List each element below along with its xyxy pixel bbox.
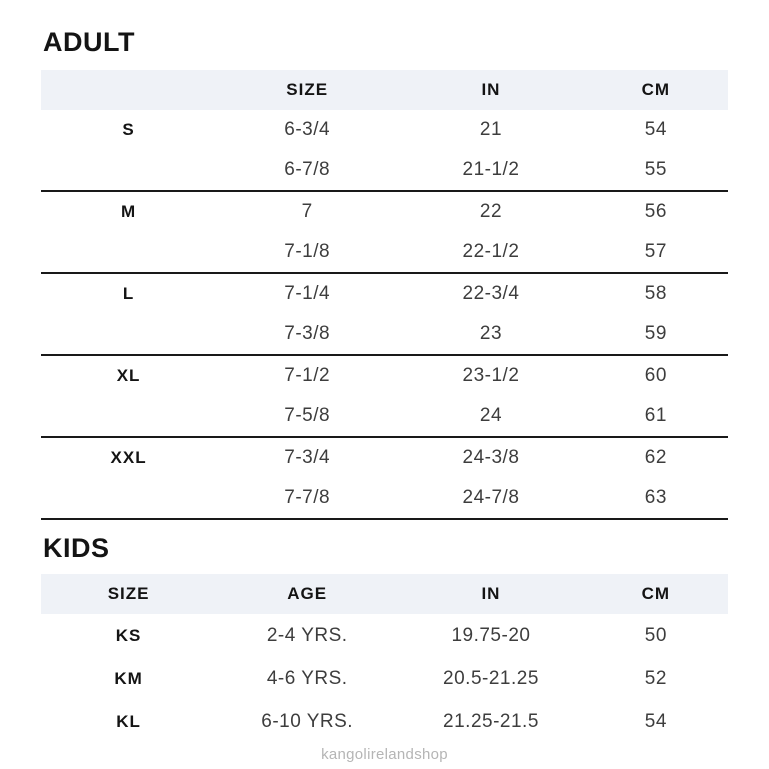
cm-value: 52: [644, 667, 667, 689]
in-value: 21-1/2: [462, 159, 520, 180]
size-group-label: S: [122, 120, 135, 139]
size-value: 6-3/4: [284, 119, 331, 140]
in-value: 22-3/4: [462, 283, 520, 304]
adult-group-xxl: [41, 438, 728, 520]
cm-value: 62: [644, 447, 667, 468]
kids-size-label: KL: [116, 711, 141, 731]
in-value: 23-1/2: [462, 365, 520, 386]
size-value: 6-7/8: [284, 159, 331, 180]
table-row: [41, 314, 728, 354]
adult-header-in: IN: [481, 80, 501, 99]
adult-group-xl: [41, 356, 728, 438]
table-row: [41, 356, 728, 396]
in-value: 24-7/8: [462, 487, 520, 508]
size-group-label: XXL: [110, 448, 147, 467]
size-value: 7-5/8: [284, 405, 331, 426]
age-value: 6-10 YRS.: [261, 710, 354, 732]
adult-group-s: [41, 110, 728, 192]
in-value: 22: [479, 201, 503, 222]
cm-value: 56: [644, 201, 667, 222]
kids-size-label: KS: [115, 625, 142, 645]
adult-section-title: ADULT: [43, 27, 135, 57]
cm-value: 63: [644, 487, 667, 508]
kids-header-in: IN: [481, 584, 501, 603]
size-value: 7-1/2: [284, 365, 331, 386]
table-row: [41, 614, 728, 657]
table-row: [41, 657, 728, 700]
in-value: 21.25-21.5: [443, 710, 539, 732]
kids-header-cm: CM: [641, 584, 671, 603]
cm-value: 54: [644, 119, 667, 140]
kids-header-age: AGE: [287, 584, 328, 603]
table-row: [41, 110, 728, 150]
cm-value: 60: [644, 365, 667, 386]
in-value: 20.5-21.25: [443, 667, 539, 689]
adult-header-cm: CM: [641, 80, 671, 99]
in-value: 21: [479, 119, 503, 140]
in-value: 24-3/8: [462, 447, 520, 468]
in-value: 19.75-20: [451, 624, 531, 646]
cm-value: 59: [644, 323, 667, 344]
cm-value: 58: [644, 283, 667, 304]
size-group-label: XL: [116, 366, 141, 385]
age-value: 4-6 YRS.: [266, 667, 348, 689]
kids-header-size: SIZE: [107, 584, 150, 603]
adult-group-l: [41, 274, 728, 356]
adult-table-header-row: [41, 70, 728, 110]
cm-value: 50: [644, 624, 667, 646]
size-value: 7-7/8: [284, 487, 331, 508]
kids-section-title: KIDS: [43, 533, 110, 563]
adult-size-table: [41, 70, 728, 520]
cm-value: 61: [644, 405, 667, 426]
kids-table-header-row: [41, 574, 728, 614]
size-value: 7-3/4: [284, 447, 331, 468]
adult-group-m: [41, 192, 728, 274]
table-row: [41, 150, 728, 190]
adult-header-size: SIZE: [286, 80, 329, 99]
size-value: 7: [301, 201, 313, 222]
table-row: [41, 700, 728, 743]
table-row: [41, 192, 728, 232]
cm-value: 54: [644, 710, 667, 732]
size-group-label: M: [121, 202, 137, 221]
site-watermark: kangolirelandshop: [321, 746, 448, 763]
in-value: 23: [479, 323, 503, 344]
cm-value: 55: [644, 159, 667, 180]
age-value: 2-4 YRS.: [266, 624, 348, 646]
in-value: 24: [479, 405, 503, 426]
size-value: 7-1/8: [284, 241, 331, 262]
in-value: 22-1/2: [462, 241, 520, 262]
table-row: [41, 438, 728, 478]
cm-value: 57: [644, 241, 667, 262]
kids-size-label: KM: [114, 668, 143, 688]
size-group-label: L: [122, 284, 135, 303]
table-row: [41, 232, 728, 272]
size-value: 7-3/8: [284, 323, 331, 344]
size-value: 7-1/4: [284, 283, 331, 304]
table-row: [41, 274, 728, 314]
kids-size-table: [41, 574, 728, 743]
table-row: [41, 478, 728, 518]
table-row: [41, 396, 728, 436]
